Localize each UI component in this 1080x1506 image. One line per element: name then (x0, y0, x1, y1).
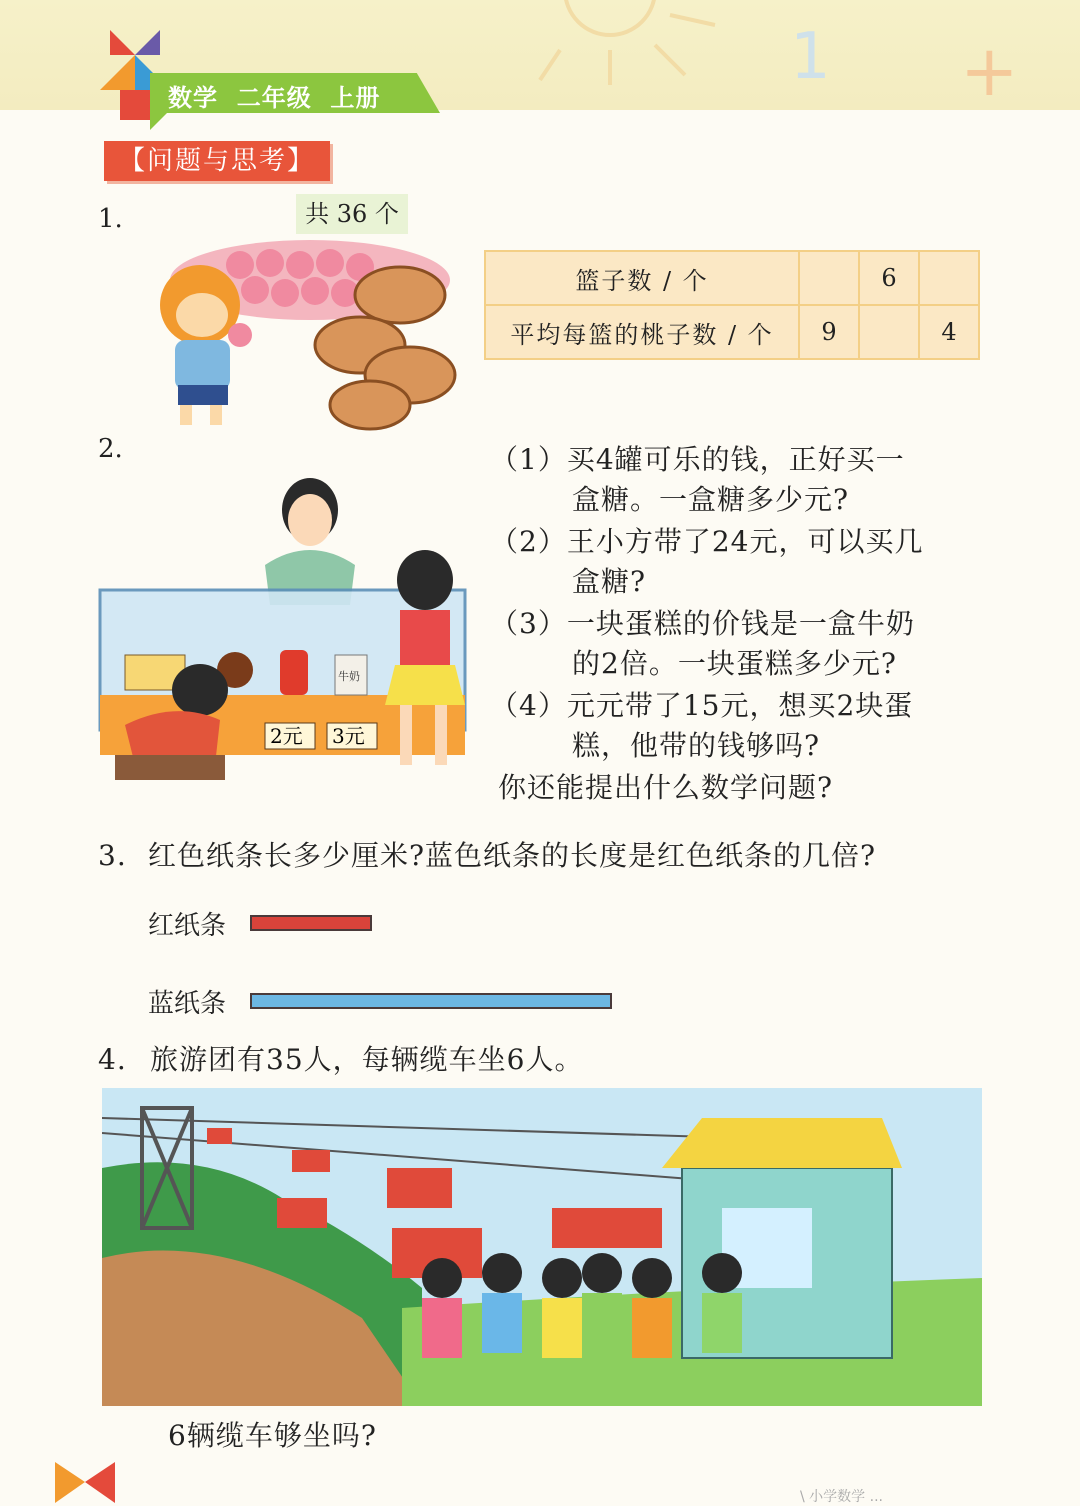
price-tag: 3元 (332, 724, 365, 748)
problem3-number: 3. (98, 839, 127, 872)
problem4-question: 6辆缆车够坐吗? (168, 1419, 377, 1452)
table-cell: 6 (859, 251, 919, 305)
question-2-4-cont: 糕，他带的钱够吗? (572, 729, 821, 762)
plus-decoration: + (960, 30, 1019, 112)
watermark: \ 小学数学 ... (800, 1489, 883, 1505)
table-cell: 9 (799, 305, 859, 359)
blue-paper-strip (250, 993, 612, 1009)
problem3-text: 红色纸条长多少厘米?蓝色纸条的长度是红色纸条的几倍? (148, 839, 877, 872)
price-tag: 2元 (270, 724, 303, 748)
question-text: 元元带了15元，想买2块蛋 (566, 689, 914, 722)
peach-table (484, 250, 980, 360)
question-2-3-cont: 的2倍。一块蛋糕多少元? (572, 647, 897, 680)
table-cell (799, 251, 859, 305)
table-cell (919, 251, 979, 305)
problem4-text: 旅游团有35人，每辆缆车坐6人。 (150, 1043, 584, 1076)
total-peaches-label: 共 36 个 (296, 194, 408, 234)
problem1-number: 1. (98, 204, 123, 234)
problem4-number: 4. (98, 1043, 127, 1076)
monkey-peaches-illustration (130, 235, 460, 435)
blue-strip-label: 蓝纸条 (148, 989, 227, 1019)
table-row2-label: 平均每篮的桃子数 / 个 (485, 305, 799, 359)
question-index: （1） (490, 443, 567, 476)
extra-question: 你还能提出什么数学问题? (498, 771, 834, 804)
question-2-1 (490, 440, 905, 480)
question-2-4 (490, 686, 913, 726)
red-strip-label: 红纸条 (148, 911, 227, 941)
question-text: 王小方带了24元，可以买几 (566, 525, 924, 558)
shopkeeper-icon (265, 478, 355, 605)
red-paper-strip (250, 915, 372, 931)
question-2-2-cont: 盒糖? (572, 565, 647, 598)
sun-icon (520, 0, 720, 90)
shop-counter-illustration (95, 465, 480, 805)
header-title: 数学 二年级 上册 (168, 84, 381, 112)
station-building-icon (662, 1118, 902, 1358)
question-index: （2） (490, 525, 567, 558)
question-text: 一块蛋糕的价钱是一盒牛奶 (566, 607, 915, 640)
question-index: （4） (490, 689, 567, 722)
question-text: 买4罐可乐的钱，正好买一 (566, 443, 905, 476)
section-title: 【问题与思考】 (104, 141, 330, 181)
digit-decoration: 1 (790, 20, 831, 94)
question-2-2 (490, 522, 923, 562)
problem2-number: 2. (98, 434, 123, 464)
question-2-3 (490, 604, 915, 644)
corner-tangram-icon (55, 1462, 115, 1503)
table-cell (859, 305, 919, 359)
table-row1-label: 篮子数 / 个 (485, 251, 799, 305)
table-cell: 4 (919, 305, 979, 359)
question-2-1-cont: 盒糖。一盒糖多少元? (572, 483, 850, 516)
milk-label: 牛奶 (338, 670, 360, 683)
cable-car-illustration (102, 1088, 982, 1406)
question-index: （3） (490, 607, 567, 640)
